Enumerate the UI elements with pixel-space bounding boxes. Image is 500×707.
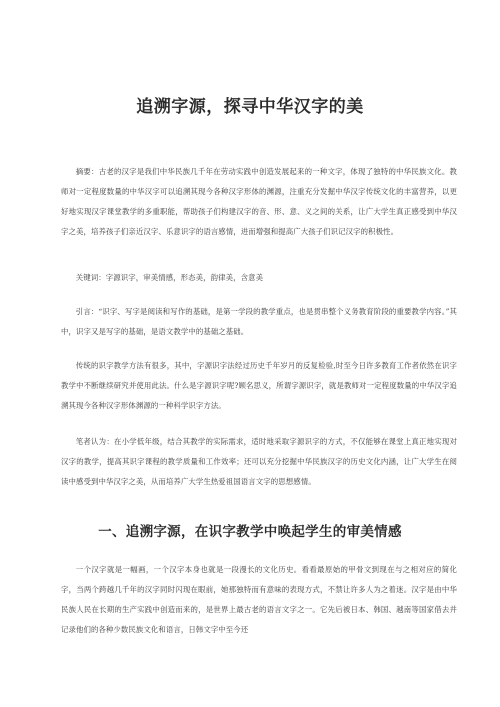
keywords-paragraph (61, 268, 457, 288)
abstract-paragraph (61, 162, 457, 242)
author-view-label: 笔者认为 (75, 437, 107, 446)
keywords-label: 关键词： (75, 273, 106, 282)
abstract-label: 摘要： (75, 167, 99, 176)
intro-label: 引言： (75, 307, 99, 316)
traditional-methods-paragraph: 传统的识字教学方法有很多，其中，字源识字法经过历史千年岁月的反复检验,时至今日许多教育工作者依然在识字教学中不断继续研究并使用此法。什么是字源识字呢?顾名思义，所谓字源识字，就是教师对一定程度数量的中华汉字追溯其现今各种汉字形体渊源的一种科学识字方法。 (61, 361, 457, 410)
section-heading-1: 一、追溯字源，在识字教学中唤起学生的审美情感 (98, 524, 402, 540)
abstract-text: 古老的汉字是我们中华民族几千年在劳动实践中创造发展起来的一种文字，体现了独特的中华民族文化。教师对一定程度数量的中华汉字可以追溯其现今各种汉字形体的渊源，注重充分发掘中华汉字传统文化的丰富营养，以更好地实现汉字课堂教学的多重职能，帮助孩子们构建汉字的音、形、意、义之间的关系，让广大学生真正感受到中华汉字之美，培养孩子们亲近汉字、乐意识字的语言感情，进而增强和提高广大孩子们识记汉字的积极性。 (61, 167, 457, 236)
intro-text: “识字、写字是阅读和写作的基础，是第一学段的教学重点，也是贯串整个义务教育阶段的重要教学内容。”其中，识字又是写字的基础，是语文教学中的基础之基础。 (61, 307, 457, 336)
keywords-text: 字源识字，审美情感，形态美，韵律美，含意美 (105, 273, 264, 282)
intro-paragraph (61, 302, 457, 342)
document-title: 追溯字源，探寻中华汉字的美 (136, 97, 364, 117)
section-1-paragraph: 一个汉字就是一幅画，一个汉字本身也就是一段漫长的文化历史。看看最原始的甲骨文到现在与之相对应的简化字，当两个跨越几千年的汉字同时闪现在眼前，她那独特而有意味的表现方式，不禁让许多人为之着迷。汉字是由中华民族人民在长期的生产实践中创造而来的，是世界上最古老的语言文字之一。它先后被日本、韩国、越南等国家借去并记录他们的各种少数民族文化和语言，日韩文字中至今还 (61, 565, 457, 634)
author-view-text: ：在小学低年级，结合其教学的实际需求，适时地采取字源识字的方式，不仅能够在课堂上真正地实现对汉字的教学，提高其识字课程的教学质量和工作效率；还可以充分挖掘中华民族汉字的历史文化内涵，让广大学生在阅读中感受到中华汉字之美，从而培养广大学生热爱祖国语言文字的思想感情。 (61, 437, 457, 486)
author-view-paragraph (61, 432, 457, 492)
